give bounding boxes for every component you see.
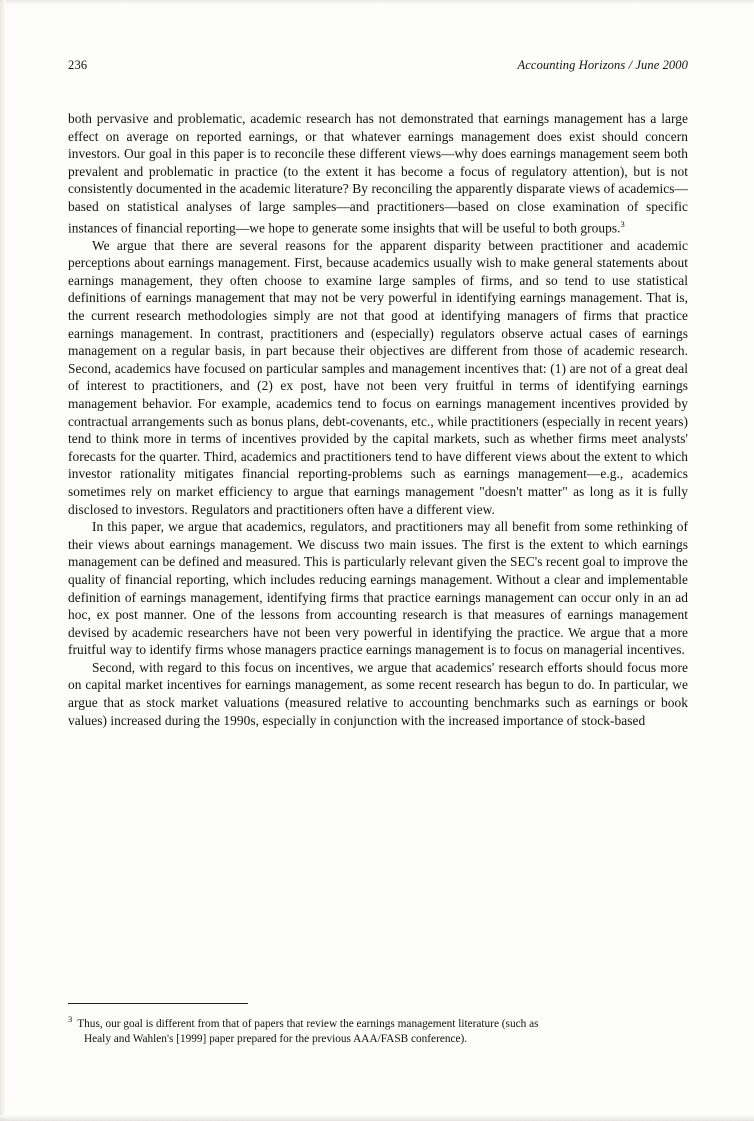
journal-reference: Accounting Horizons / June 2000: [517, 58, 688, 72]
paragraph-4: Second, with regard to this focus on incentives, we argue that academics' research efforts should focus more on capital market incentives for earnings management, as some recent research has begun to do. In particular, we argue that as stock market valuations (measured relative to accounting benchmarks such as earnings or book values) increased during the 1990s, especially in conjunction with the increased importance of stock-based: [68, 659, 688, 728]
paragraph-1-text: both pervasive and problematic, academic research has not demonstrated that earnings management has a large effect on average on reported earnings, or that whatever earnings management does exist should concern investors. Our goal in this paper is to reconcile these different views—why does earnings management seem both prevalent and problematic in practice (to the extent it has become a focus of regulatory attention), but is not consistently documented in the academic literature? By reconciling the apparently disparate views of academics—based on statistical analyses of large samples—and practitioners—based on close examination of specific instances of financial reporting—we hope to generate some insights that will be useful to both groups.: [68, 111, 688, 236]
page-header: [68, 58, 688, 73]
footnote-line-2: Healy and Wahlen's [1999] paper prepared for the previous AAA/FASB conference).: [84, 1032, 468, 1045]
footnote-reference: 3: [620, 218, 625, 229]
scan-edge-bottom: [0, 1115, 754, 1121]
scan-edge-left: [0, 0, 6, 1121]
scan-edge-top: [0, 0, 754, 5]
paragraph-1: [68, 110, 688, 237]
paragraph-2: We argue that there are several reasons for the apparent disparity between practitioner and academic perceptions about earnings management. First, because academics usually wish to make general statements about earnings management, they often choose to examine large samples of firms, and so tend to use statistical definitions of earnings management that may not be very powerful in identifying earnings management. That is, the current research methodologies simply are not that good at identifying managers of firms that practice earnings management. In contrast, practitioners and (especially) regulators observe actual cases of earnings management on a regular basis, in part because their objectives are different from those of academic research. Second, academics have focused on particular samples and management incentives that: (1) are not of a great deal of interest to practitioners, and (2) ex post, have not been very fruitful in terms of identifying earnings management behavior. For example, academics tend to focus on earnings management incentives provided by contractual arrangements such as bonus plans, debt-covenants, etc., while practitioners (especially in recent years) tend to think more in terms of incentives provided by the capital markets, such as whether firms meet analysts' forecasts for the quarter. Third, academics and practitioners tend to have different views about the extent to which investor rationality mitigates financial reporting-problems such as earnings management—e.g., academics sometimes rely on market efficiency to argue that earnings management "doesn't matter" as long as it is fully disclosed to investors. Regulators and practitioners often have a different view.: [68, 237, 688, 517]
footnote-marker: 3: [68, 1014, 73, 1024]
footnote-block: [68, 1012, 688, 1047]
footnote-separator: [68, 1003, 248, 1004]
page-number: 236: [68, 58, 88, 72]
footnote-line-1: Thus, our goal is different from that of papers that review the earnings management literature (such as: [77, 1017, 539, 1030]
paragraph-3: In this paper, we argue that academics, regulators, and practitioners may all benefit from some rethinking of their views about earnings management. We discuss two main issues. The first is the extent to which earnings management can be defined and measured. This is particularly relevant given the SEC's recent goal to improve the quality of financial reporting, which includes reducing earnings management. Without a clear and implementable definition of earnings management, identifying firms that practice earnings management can occur only in an ad hoc, ex post manner. One of the lessons from accounting research is that measures of earnings management devised by academic researchers have not been very powerful in identifying the practice. We argue that a more fruitful way to identify firms whose managers practice earnings management is to focus on managerial incentives.: [68, 519, 688, 658]
body-text-column: [68, 110, 688, 729]
